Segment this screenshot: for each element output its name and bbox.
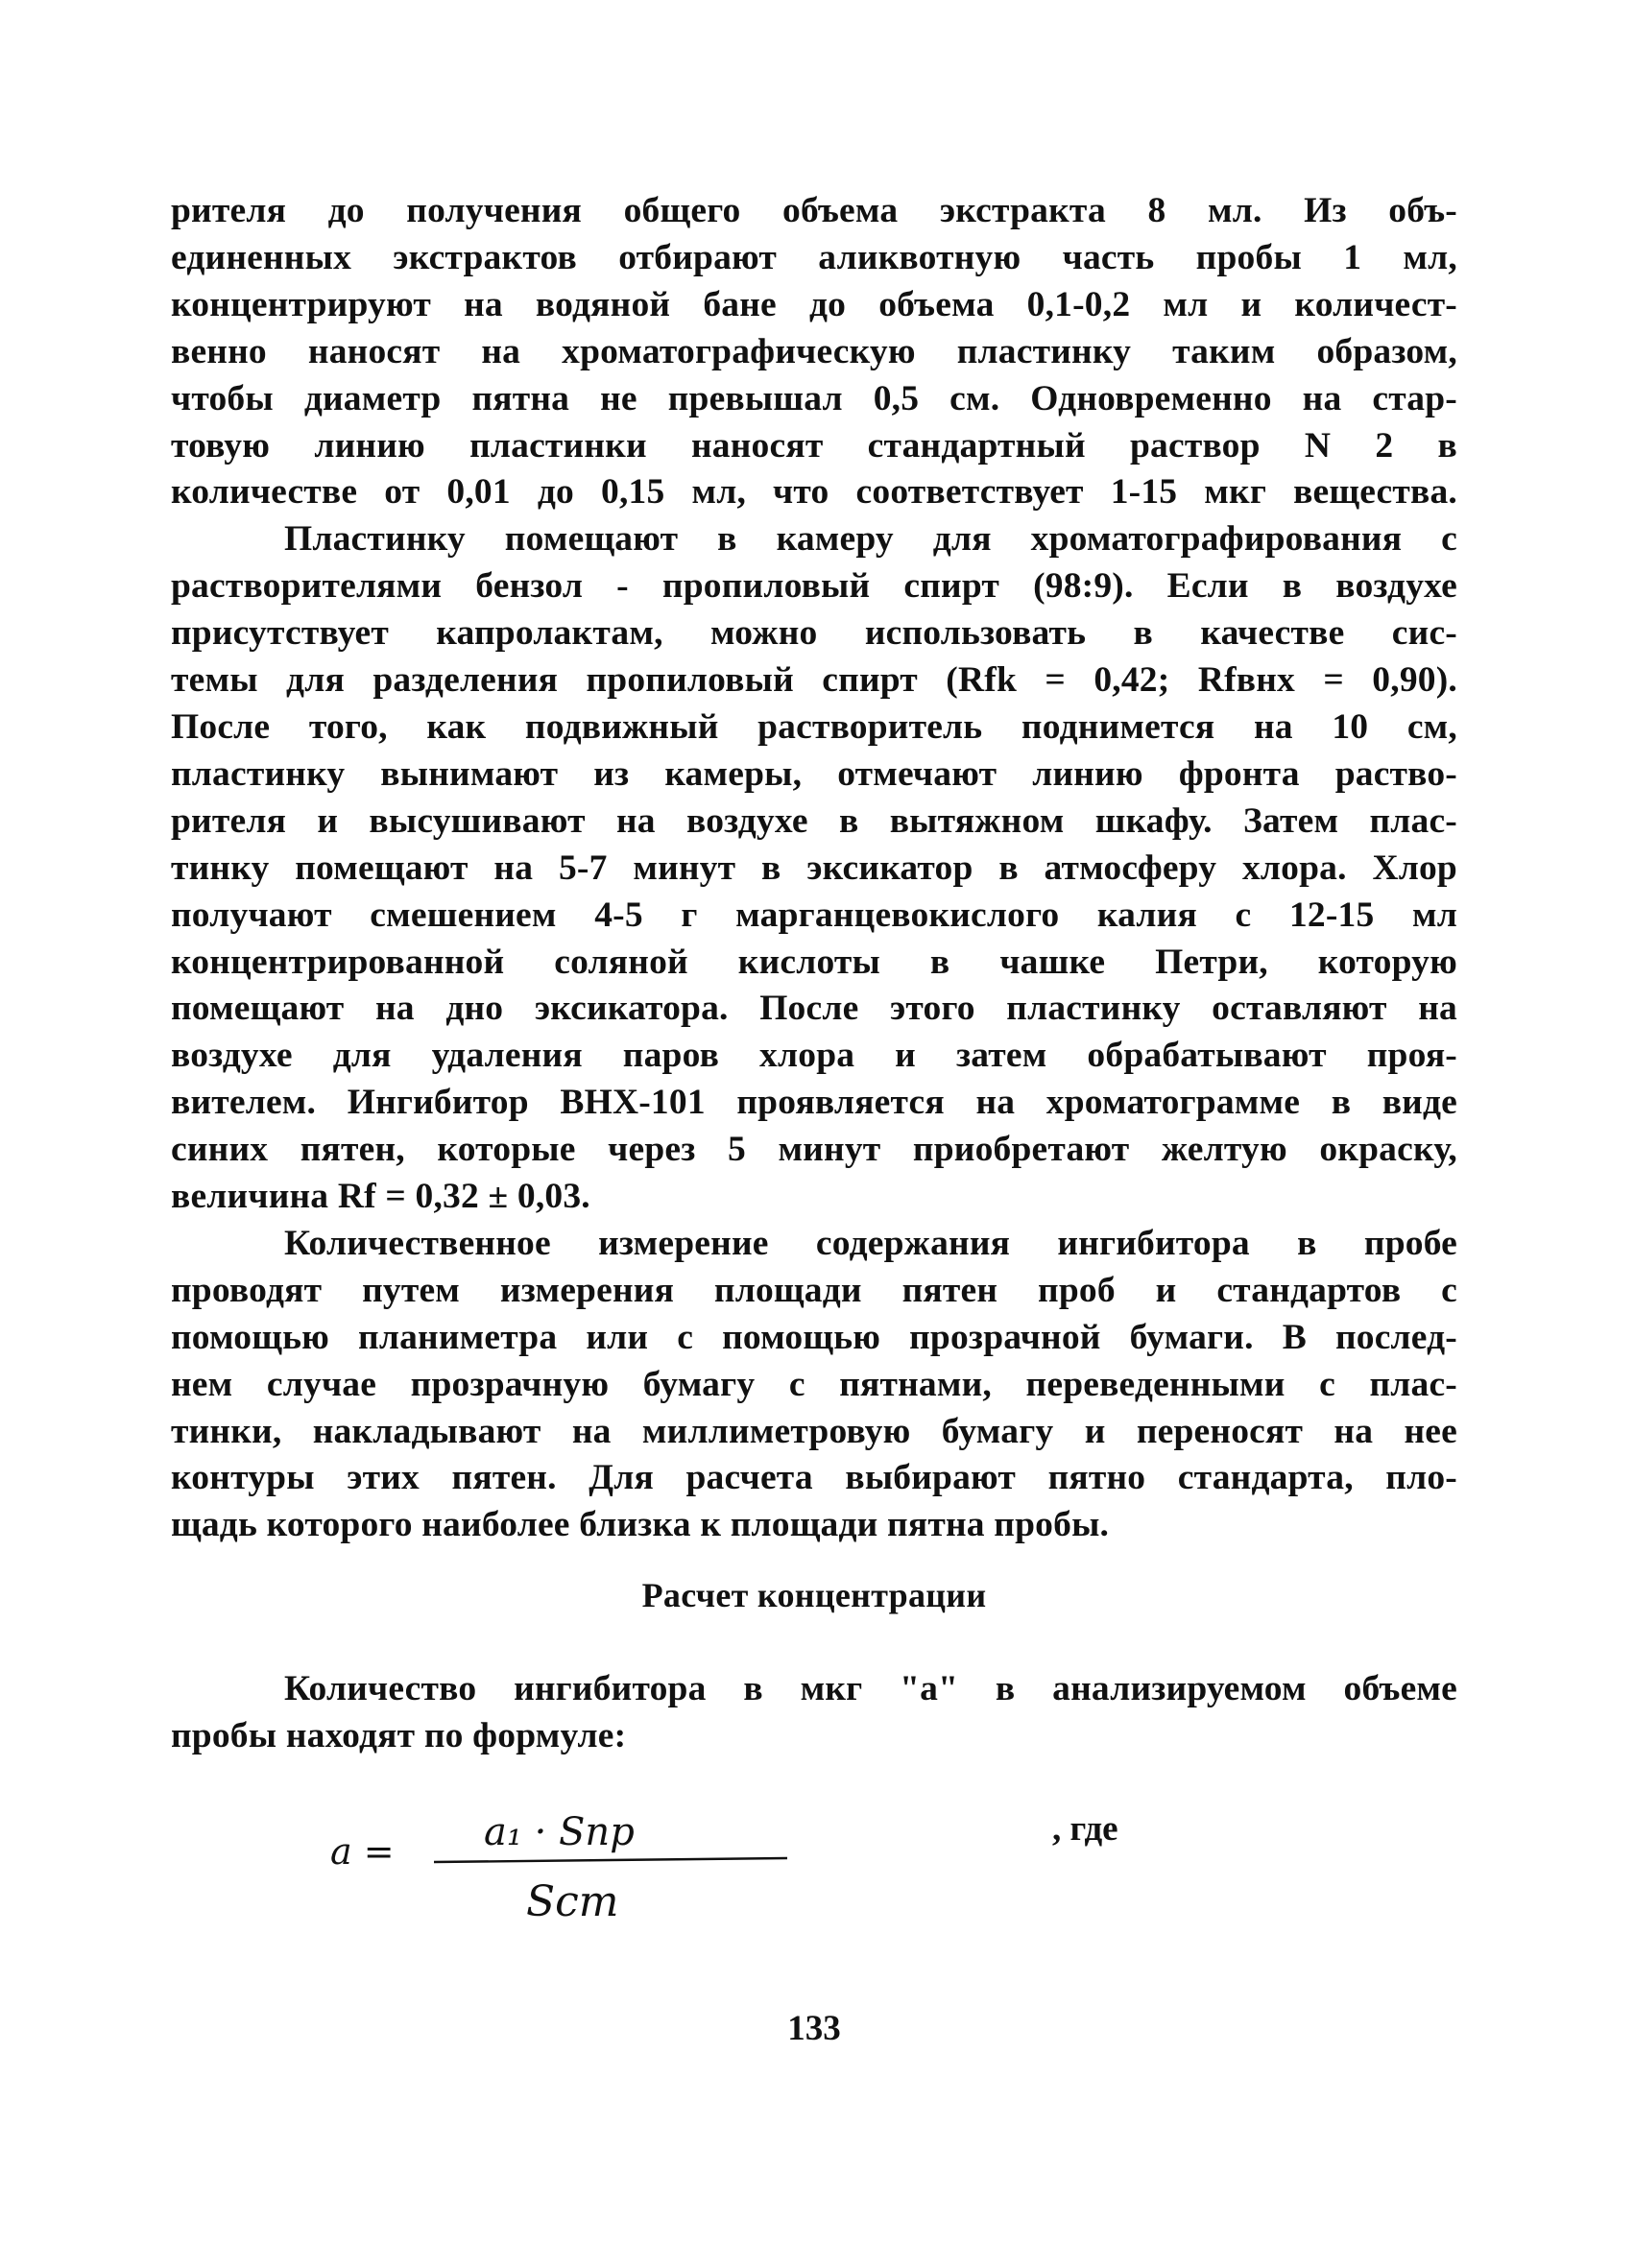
text-line: проводят путем измерения площади пятен проб и стандартов с <box>171 1270 1457 1310</box>
text-line: Пластинку помещают в камеру для хроматографирования с <box>284 519 1457 560</box>
paragraph-1 <box>171 188 1457 516</box>
text-line: воздухе для удаления паров хлора и затем обрабатывают проя- <box>171 1036 1457 1076</box>
formula-denominator: Sст <box>526 1877 619 1926</box>
text-line: синих пятен, которые через 5 минут приобретают желтую окраску, <box>171 1130 1457 1170</box>
handwritten-formula <box>321 1781 820 1935</box>
text-line: помещают на дно эксикатора. После этого пластинку оставляют на <box>171 989 1457 1029</box>
text-line: контуры этих пятен. Для расчета выбирают пятно стандарта, пло- <box>171 1458 1457 1498</box>
text-line: пробы находят по формуле: <box>171 1715 627 1755</box>
text-line: получают смешением 4-5 г марганцевокислого калия с 12-15 мл <box>171 895 1457 935</box>
text-line: тинку помещают на 5-7 минут в эксикатор в атмосферу хлора. Хлор <box>171 848 1457 888</box>
text-line: венно наносят на хроматографическую пластинку таким образом, <box>171 331 1457 371</box>
text-line: темы для разделения пропиловый спирт (Rfk = 0,42; Rfвнх = 0,90). <box>171 660 1457 701</box>
text-line: единенных экстрактов отбирают аликвотную часть пробы 1 мл, <box>171 237 1457 277</box>
text-line: количестве от 0,01 до 0,15 мл, что соответствует 1-15 мкг вещества. <box>171 472 1457 513</box>
text-line: растворителями бензол - пропиловый спирт (98:9). Если в воздухе <box>171 566 1457 607</box>
text-line: рителя и высушивают на воздухе в вытяжном шкафу. Затем плас- <box>171 800 1457 841</box>
text-line: Количество ингибитора в мкг "а" в анализируемом объеме <box>284 1669 1457 1708</box>
text-line: пластинку вынимают из камеры, отмечают линию фронта раство- <box>171 753 1457 794</box>
text-line: тинки, накладывают на миллиметровую бумагу и переносят на нее <box>171 1411 1457 1451</box>
section-heading: Расчет концентрации <box>641 1576 987 1614</box>
fraction-bar <box>434 1858 787 1862</box>
text-line: помощью планиметра или с помощью прозрачной бумаги. В послед- <box>171 1317 1457 1357</box>
paragraph-3 <box>171 1221 1457 1549</box>
text-line: Количественное измерение содержания ингибитора в пробе <box>284 1223 1457 1263</box>
formula-lhs: a = <box>330 1830 395 1873</box>
text-line: щадь которого наиболее близка к площади пятна пробы. <box>171 1505 1110 1545</box>
formula-where: , где <box>1052 1809 1118 1849</box>
text-line: величина Rf = 0,32 ± 0,03. <box>171 1177 590 1217</box>
text-line: чтобы диаметр пятна не превышал 0,5 см. Одновременно на стар- <box>171 378 1457 418</box>
text-line: концентрируют на водяной бане до объема 0,1-0,2 мл и количест- <box>171 284 1457 324</box>
paragraph-2 <box>171 516 1457 1221</box>
text-line: товую линию пластинки наносят стандартный раствор N 2 в <box>171 425 1457 466</box>
text-line: рителя до получения общего объема экстракта 8 мл. Из объ- <box>171 191 1457 230</box>
text-line: концентрированной соляной кислоты в чашке Петри, которую <box>171 942 1457 982</box>
text-line: После того, как подвижный растворитель поднимется на 10 см, <box>171 706 1457 747</box>
text-line: присутствует капролактам, можно использовать в качестве сис- <box>171 613 1457 654</box>
formula-numerator: a₁ · Sпр <box>484 1810 635 1854</box>
text-line: нем случае прозрачную бумагу с пятнами, переведенными с плас- <box>171 1364 1457 1404</box>
document-page <box>171 188 1457 2048</box>
text-line: вителем. Ингибитор ВНХ-101 проявляется на хроматограмме в виде <box>171 1083 1457 1123</box>
page-number: 133 <box>787 2009 841 2048</box>
formula-intro <box>171 1666 1457 1760</box>
